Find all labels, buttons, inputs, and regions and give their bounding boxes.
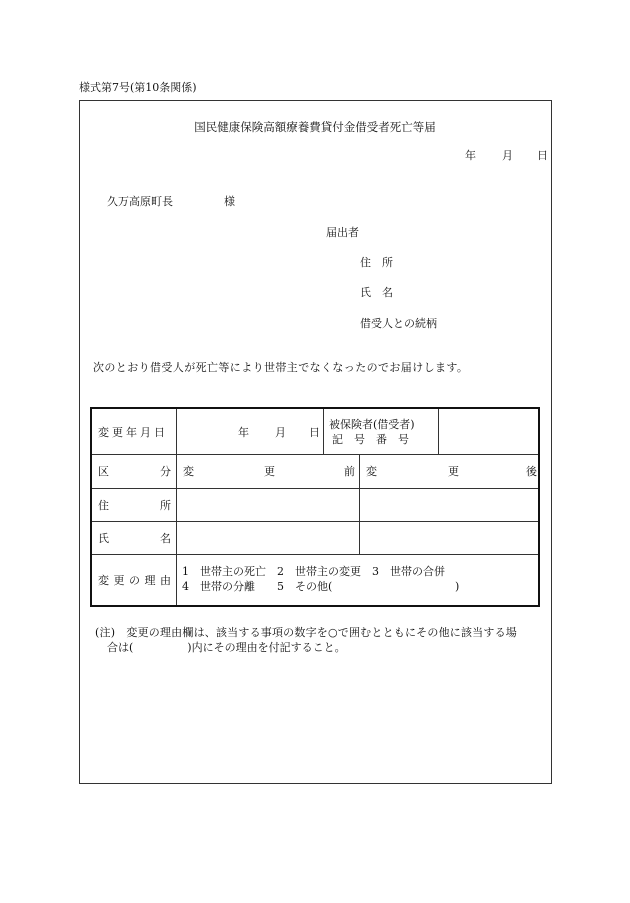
table-rule	[323, 409, 324, 454]
name-after-field[interactable]	[361, 523, 536, 553]
change-table	[90, 407, 540, 607]
document-title: 国民健康保険高額療養費貸付金借受者死亡等届	[194, 120, 436, 134]
change-date-label: 変更年月日	[98, 426, 168, 439]
name-row-mei: 名	[160, 532, 171, 545]
change-date-month: 月	[275, 426, 286, 439]
date-month-label: 月	[502, 149, 513, 162]
after-change-go: 後	[526, 465, 537, 478]
table-rule	[92, 488, 538, 489]
reason-options-line2: 4 世帯の分離 5 その他(	[182, 580, 333, 593]
note-line2-after: )内にその理由を付記すること。	[187, 641, 346, 654]
reason-options-line1: 1 世帯主の死亡 2 世帯主の変更 3 世帯の合併	[182, 565, 445, 578]
name-row-shi: 氏	[98, 532, 109, 545]
table-rule	[92, 521, 538, 522]
before-change-mae: 前	[344, 465, 355, 478]
table-rule	[359, 454, 360, 554]
date-year-label: 年	[465, 149, 476, 162]
reason-label: 変更の理由	[98, 574, 176, 587]
insured-number-label: 記 号 番 号	[332, 433, 409, 446]
insured-number-field[interactable]	[440, 411, 536, 452]
after-change-kou: 更	[448, 465, 459, 478]
date-day-label: 日	[537, 149, 548, 162]
form-number-label: 様式第7号(第10条関係)	[79, 81, 197, 94]
notifier-name-label: 氏 名	[360, 286, 393, 299]
address-after-field[interactable]	[361, 490, 536, 520]
address-row-ju: 住	[98, 499, 109, 512]
table-rule	[92, 554, 538, 555]
notifier-address-label: 住 所	[360, 256, 393, 269]
category-label-ku: 区	[98, 465, 109, 478]
table-rule	[176, 409, 177, 605]
before-change-hen: 変	[183, 465, 194, 478]
reason-other-close: )	[455, 580, 460, 593]
after-change-hen: 変	[366, 465, 377, 478]
category-label-bun: 分	[160, 465, 171, 478]
before-change-kou: 更	[264, 465, 275, 478]
honorific: 様	[224, 195, 235, 208]
note-line2-before: 合は(	[107, 641, 134, 654]
address-row-sho: 所	[160, 499, 171, 512]
table-rule	[92, 454, 538, 455]
statement-text: 次のとおり借受人が死亡等により世帯主でなくなったのでお届けします。	[93, 361, 469, 374]
change-date-day: 日	[309, 426, 320, 439]
table-rule	[438, 409, 439, 454]
notifier-relation-label: 借受人との続柄	[360, 317, 437, 330]
address-before-field[interactable]	[178, 490, 357, 520]
change-date-year: 年	[238, 426, 249, 439]
note-line1: (注) 変更の理由欄は、該当する事項の数字を○で囲むとともにその他に該当する場	[95, 626, 517, 639]
note-line2	[107, 642, 346, 653]
notifier-label: 届出者	[326, 226, 359, 239]
insured-label: 被保険者(借受者)	[329, 418, 415, 431]
addressee: 久万高原町長	[107, 195, 173, 208]
name-before-field[interactable]	[178, 523, 357, 553]
